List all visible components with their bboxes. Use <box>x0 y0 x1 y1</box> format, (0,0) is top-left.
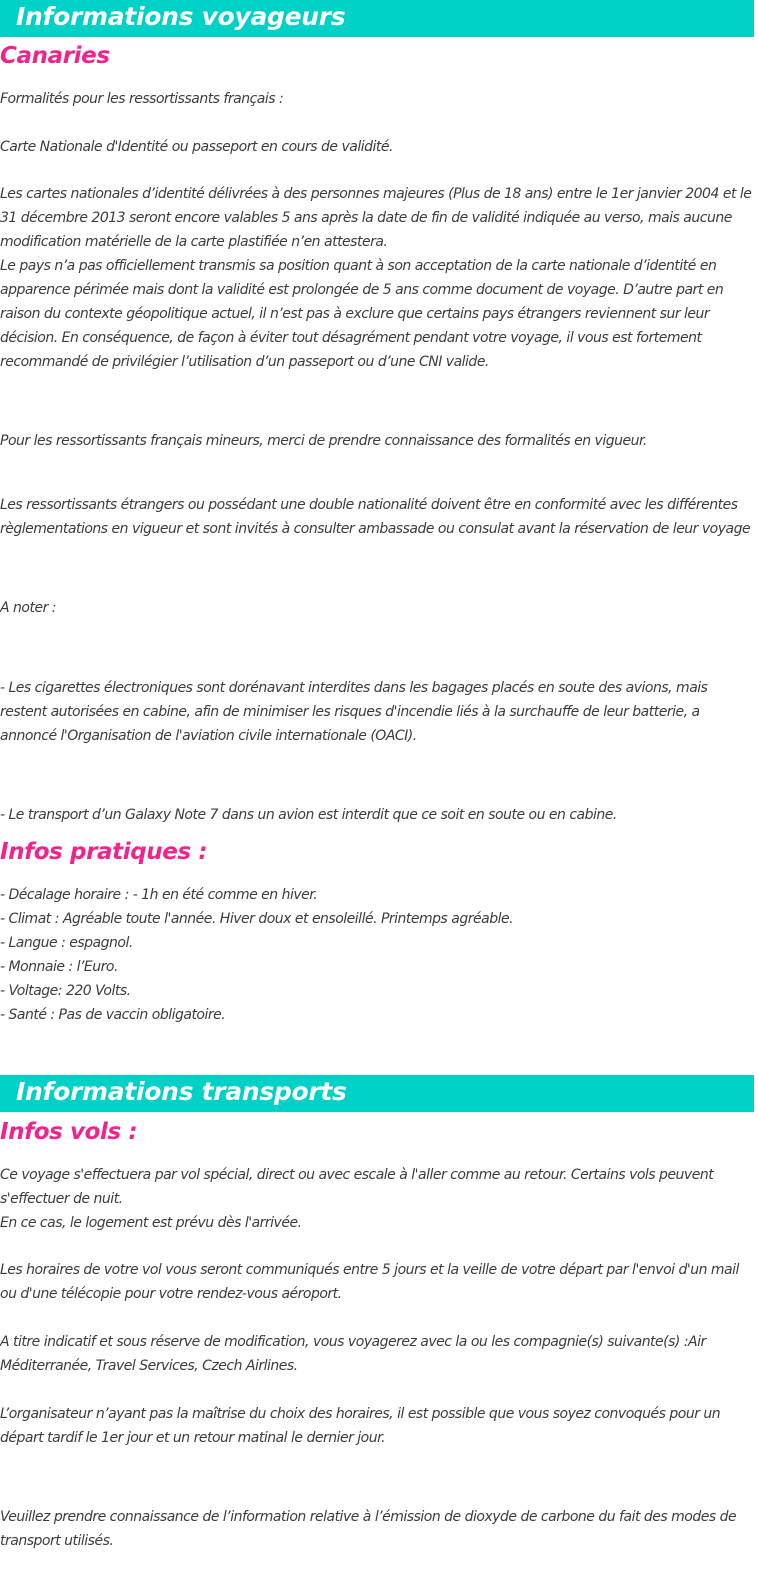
galaxy-paragraph: - Le transport d’un Galaxy Note 7 dans un avion est interdit que ce soit en soute ou en cabine. <box>0 807 617 823</box>
infos-vols-heading: Infos vols : <box>0 1119 138 1145</box>
section-title: Informations voyageurs <box>16 2 346 31</box>
list-item: - Monnaie : l’Euro. <box>0 959 118 975</box>
section-banner-voyageurs <box>0 0 754 37</box>
vol-special-paragraph: Ce voyage s'effectuera par vol spécial, direct ou avec escale à l'aller comme au retour. Certains vols peuvent s'effectuer de nuit. En ce cas, le logement est prévu dès l'arrivée. <box>0 1167 714 1231</box>
list-item: - Santé : Pas de vaccin obligatoire. <box>0 1007 226 1023</box>
a-noter-label: A noter : <box>0 600 56 616</box>
cigarettes-paragraph: - Les cigarettes électroniques sont dorénavant interdites dans les bagages placés en soute des avions, mais restent autorisées en cabine, afin de minimiser les risques d'incendie liés à la surchauffe de leur batterie, a annoncé l'Organisation de l'aviation civile internationale (OACI). <box>0 680 708 744</box>
formalites-intro: Formalités pour les ressortissants français : <box>0 91 284 107</box>
organisateur-paragraph: L’organisateur n’ayant pas la maîtrise du choix des horaires, il est possible que vous soyez convoqués pour un départ tardif le 1er jour et un retour matinal le dernier jour. <box>0 1406 721 1446</box>
cni-paragraph: Carte Nationale d'Identité ou passeport en cours de validité. <box>0 139 393 155</box>
compagnies-paragraph: A titre indicatif et sous réserve de modification, vous voyagerez avec la ou les compagnie(s) suivante(s) :Air Méditerranée, Travel Services, Czech Airlines. <box>0 1334 706 1374</box>
list-item: - Décalage horaire : - 1h en été comme en hiver. <box>0 887 318 903</box>
horaires-paragraph: Les horaires de votre vol vous seront communiqués entre 5 jours et la veille de votre départ par l'envoi d'un mail ou d'une télécopie pour votre rendez-vous aéroport. <box>0 1262 739 1302</box>
validite-paragraph: Les cartes nationales d’identité délivrées à des personnes majeures (Plus de 18 ans) entre le 1er janvier 2004 et le 31 décembre 2013 seront encore valables 5 ans après la date de fin de validité indiquée au verso, mais aucune modification matérielle de la carte plastifiée n’en attestera. Le pays n’a pas officiellement transmis sa position quant à son acceptation de la carte nationale d’identité en apparence périmée mais dont la validité est prolongée de 5 ans comme document de voyage. D’autre part en raison du contexte géopolitique actuel, il n’est pas à exclure que certains pays étrangers reviennent sur leur décision. En conséquence, de façon à éviter tout désagrément pendant votre voyage, il vous est fortement recommandé de privilégier l’utilisation d’un passeport ou d’une CNI valide. <box>0 186 752 370</box>
canaries-heading: Canaries <box>0 43 110 69</box>
list-item: - Climat : Agréable toute l'année. Hiver doux et ensoleillé. Printemps agréable. <box>0 911 514 927</box>
list-item: - Voltage: 220 Volts. <box>0 983 131 999</box>
section-title: Informations transports <box>16 1077 347 1106</box>
etrangers-paragraph: Les ressortissants étrangers ou possédant une double nationalité doivent être en conformité avec les différentes règlementations en vigueur et sont invités à consulter ambassade ou consulat avant la réservation de leur voyage <box>0 497 751 537</box>
co2-paragraph: Veuillez prendre connaissance de l’information relative à l’émission de dioxyde de carbone du fait des modes de transport utilisés. <box>0 1509 737 1549</box>
list-item: - Langue : espagnol. <box>0 935 133 951</box>
section-banner-transports <box>0 1075 754 1112</box>
mineurs-paragraph: Pour les ressortissants français mineurs, merci de prendre connaissance des formalités en vigueur. <box>0 433 647 449</box>
infos-pratiques-heading: Infos pratiques : <box>0 839 208 865</box>
